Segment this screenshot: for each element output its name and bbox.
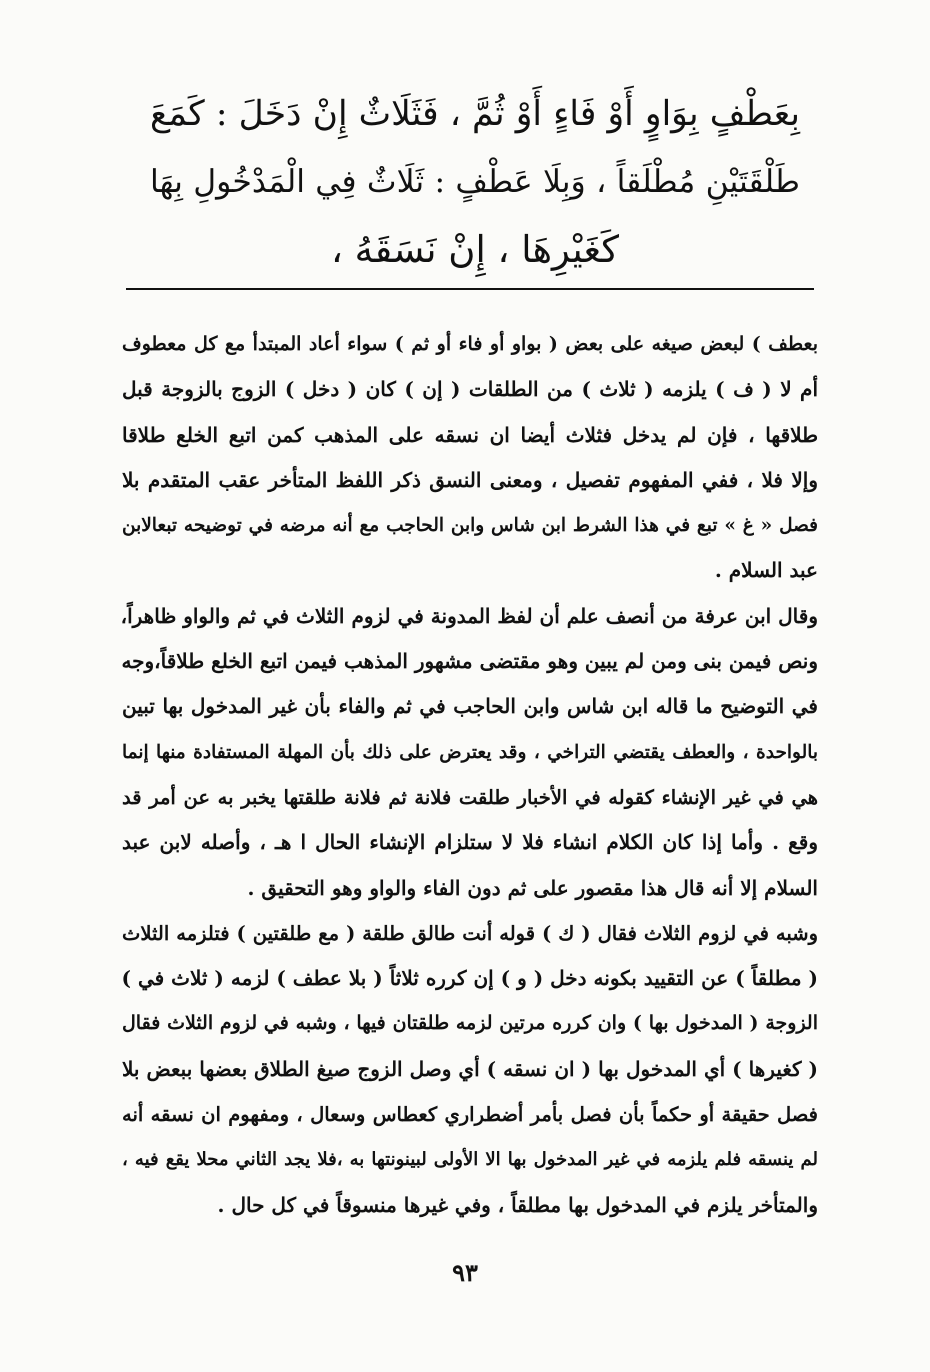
commentary-line: ( كغيرها ) أي المدخول بها ( ان نسقه ) أي وصل الزوج صيغ الطلاق بعضها ببعض بلا <box>122 1056 818 1081</box>
page-number: ٩٣ <box>452 1258 478 1287</box>
commentary-text <box>122 322 818 1228</box>
matn-line-2: طَلْقَتَيْنِ مُطْلَقاً ، وَبِلَا عَطْفٍ : ثَلَاثٌ فِي الْمَدْخُولِ بِهَا <box>150 164 800 200</box>
commentary-line: فصل حقيقة أو حكماً بأن فصل بأمر أضطراري كعطاس وسعال ، ومفهوم ان نسقه أنه <box>122 1103 818 1127</box>
separator-rule <box>126 288 814 290</box>
commentary-line: والمتأخر يلزم في المدخول بها مطلقاً ، وفي غيرها منسوقاً في كل حال . <box>217 1192 818 1217</box>
commentary-line: في التوضيح ما قاله ابن شاس وابن الحاجب في ثم والفاء بأن غير المدخول بها تبين <box>122 694 818 719</box>
commentary-line: السلام إلا أنه قال هذا مقصور على ثم دون الفاء والواو وهو التحقيق . <box>247 875 818 900</box>
matn-text <box>150 80 800 284</box>
commentary-line: هي في غير الإنشاء كقوله في الأخبار طلقت فلانة ثم فلانة طلقتها يخبر به عن أمر قد <box>122 785 818 809</box>
commentary-line: فصل « غ » تبع في هذا الشرط ابن شاس وابن الحاجب مع أنه مرضه في توضيحه تبعالابن <box>122 515 818 537</box>
commentary-line: بالواحدة ، والعطف يقتضي التراخي ، وقد يعترض على ذلك بأن المهلة المستفادة منها إنما <box>122 741 818 763</box>
commentary-line: وإلا فلا ، ففي المفهوم تفصيل ، ومعنى النسق ذكر اللفظ المتأخر عقب المتقدم بلا <box>122 467 818 492</box>
commentary-line: وقال ابن عرفة من أنصف علم أن لفظ المدونة في لزوم الثلاث في ثم والواو ظاهراً، <box>120 603 818 628</box>
commentary-line: ونص فيمن بنى ومن لم يبين وهو مقتضى مشهور المذهب فيمن اتبع الخلع طلاقاً،وجه <box>121 649 818 674</box>
matn-line-3: كَغَيْرِهَا ، إِنْ نَسَقَهُ ، <box>330 228 620 271</box>
commentary-line: لم ينسقه فلم يلزمه في غير المدخول بها الا الأولى لبينونتها به ،فلا يجد الثاني محلا يقع فيه ، <box>122 1149 818 1171</box>
matn-line-1: بِعَطْفٍ بِوَاوٍ أَوْ فَاءٍ أَوْ ثُمَّ ، فَثَلَاثٌ إِنْ دَخَلَ : كَمَعَ <box>150 94 800 134</box>
commentary-line: عبد السلام . <box>714 558 818 583</box>
commentary-line: الزوجة ( المدخول بها ) وان كرره مرتين لزمه طلقتان فيها ، وشبه في لزوم الثلاث فقال <box>122 1012 818 1035</box>
commentary-line: وقع . وأما إذا كان الكلام انشاء فلا لا ستلزام الإنشاء الحال ا هـ ، وأصله لابن عبد <box>122 830 818 855</box>
commentary-line: بعطف ) لبعض صيغه على بعض ( بواو أو فاء أو ثم ) سواء أعاد المبتدأ مع كل معطوف <box>122 333 818 355</box>
commentary-line: ( مطلقاً ) عن التقييد بكونه دخل ( و ) إن كرره ثلاثاً ( بلا عطف ) لزمه ( ثلاث في ) <box>121 966 818 991</box>
commentary-line: وشبه في لزوم الثلاث فقال ( ك ) قوله أنت طالق طلقة ( مع طلقتين ) فتلزمه الثلاث <box>122 921 818 945</box>
commentary-line: أم لا ( ف ) يلزمه ( ثلاث ) من الطلقات ( إن ) كان ( دخل ) الزوج بالزوجة قبل <box>122 377 818 402</box>
commentary-line: طلاقها ، فإن لم يدخل فثلاث أيضا ان نسقه على المذهب كمن اتبع الخلع طلاقا <box>122 422 818 447</box>
